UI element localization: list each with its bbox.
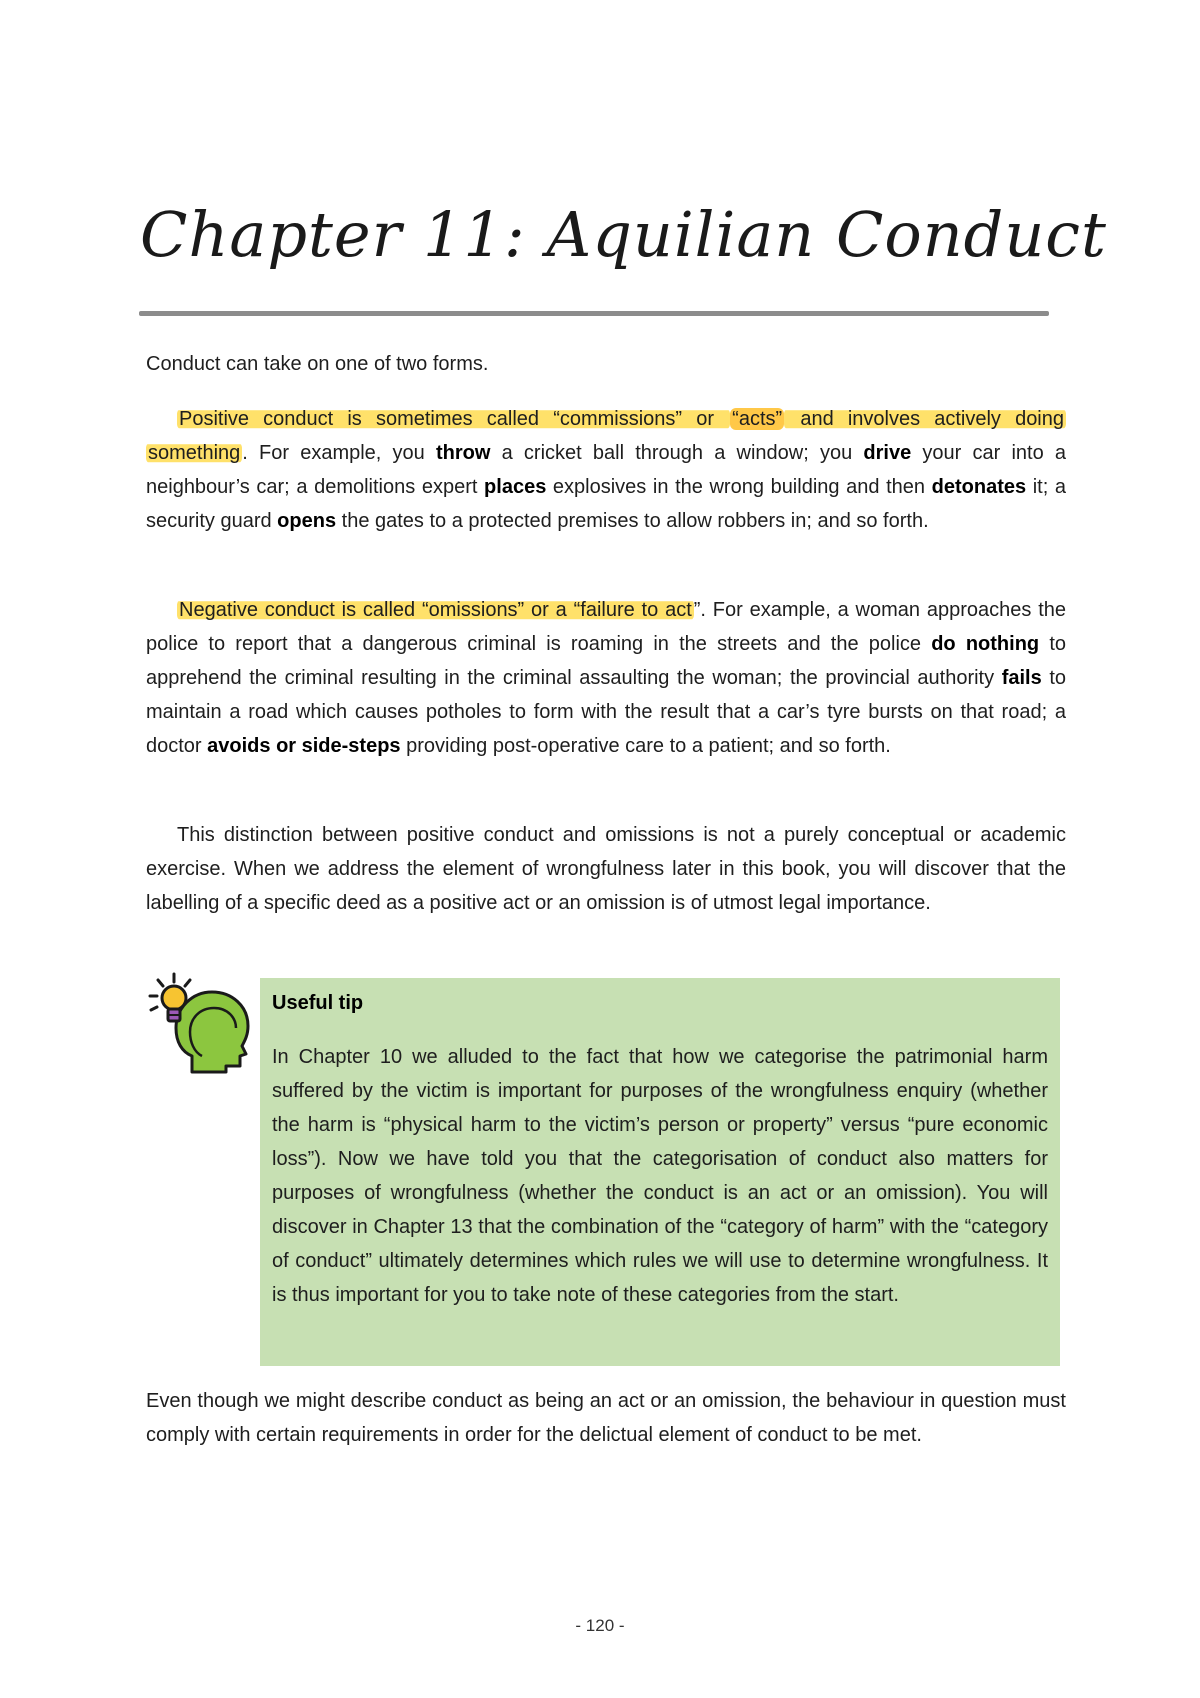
highlight-acts: “acts” (732, 408, 783, 430)
bold-term: do nothing (931, 633, 1040, 655)
bold-term: avoids or side-steps (207, 735, 401, 757)
highlight-positive-b: and involves actively doing something (148, 408, 1065, 464)
conclusion-paragraph: Even though we might describe conduct as being an act or an omission, the behaviour in question must comply with certain requirements in order for the delictual element of conduct to be met. (146, 1390, 1066, 1446)
highlight-negative: Negative conduct is called “omissions” or a “failure to act (179, 599, 692, 621)
bold-term: opens (277, 510, 337, 532)
negative-conduct-paragraph: Negative conduct is called “omissions” or a “failure to act ”. For example, a woman approaches the police to report that a dangerous criminal is roaming in the streets and the police do nothing to apprehend the criminal resulting in the criminal assaulting the woman; the provincial authority fails to maintain a road which causes potholes to form with the result that a car’s tyre bursts on that road; a doctor avoids or side-steps providing post-operative care to a patient; and so forth. (146, 599, 1066, 757)
tip-text: In Chapter 10 we alluded to the fact that how we categorise the patrimonial harm suffered by the victim is important for purposes of the wrongfulness enquiry (whether the harm is “physical harm to the victim’s person or property” versus “pure economic loss”). Now we have told you that the categorisation of conduct also matters for purposes of wrongfulness (whether the conduct is an act or an omission). You will discover in Chapter 13 that the combination of the “category of harm” with the “category of conduct” ultimately determines which rules we will use to determine wrongfulness. It is thus important for you to take note of these categories from the start. (272, 1046, 1048, 1306)
intro-paragraph: Conduct can take on one of two forms. (146, 353, 489, 375)
bold-term: fails (1001, 667, 1042, 689)
title-divider (139, 311, 1049, 316)
useful-tip-box (260, 978, 1060, 1366)
page-title: Chapter 11: Aquilian Conduct (140, 198, 1107, 271)
head-lightbulb-icon (146, 968, 258, 1080)
page-number: - 120 - (575, 1616, 625, 1635)
bold-term: places (484, 476, 547, 498)
bold-term: detonates (931, 476, 1027, 498)
bold-term: drive (863, 442, 912, 464)
positive-conduct-paragraph: Positive conduct is sometimes called “commissions” or “acts” and involves actively doing something . For example, you throw a cricket ball through a window; you drive your car into a neighbour’s car; a demolitions expert places explosives in the wrong building and then detonates it; a security guard opens the gates to a protected premises to allow robbers in; and so forth. (146, 408, 1067, 532)
highlight-positive-a: Positive conduct is sometimes called “commissions” or (179, 408, 729, 430)
bold-term: throw (435, 442, 491, 464)
distinction-paragraph: This distinction between positive conduct and omissions is not a purely conceptual or academic exercise. When we address the element of wrongfulness later in this book, you will discover that the labelling of a specific deed as a positive act or an omission is of utmost legal importance. (146, 824, 1066, 914)
tip-heading: Useful tip (272, 992, 364, 1014)
